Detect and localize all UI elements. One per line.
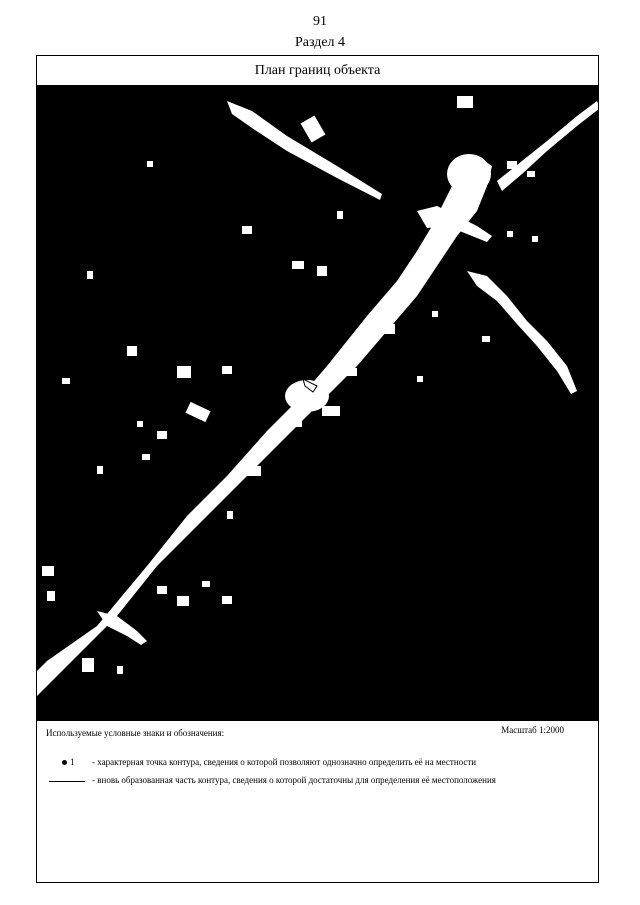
building: [62, 378, 70, 384]
building: [157, 586, 167, 594]
building: [292, 419, 302, 427]
building: [142, 454, 150, 460]
building: [532, 236, 538, 242]
legend-panel: [37, 721, 598, 882]
building: [82, 658, 94, 672]
point-symbol-label: 1: [70, 757, 75, 767]
point-symbol-icon: [62, 760, 67, 765]
building: [317, 266, 327, 276]
page-number: 91: [313, 14, 327, 29]
building: [507, 161, 517, 169]
building: [202, 581, 210, 587]
building: [507, 231, 513, 237]
satellite-map-image: [37, 86, 598, 721]
building: [377, 324, 395, 334]
building: [157, 431, 167, 439]
building: [147, 161, 153, 167]
building: [177, 596, 189, 606]
building: [47, 591, 55, 601]
scale-label: Масштаб 1:2000: [501, 725, 564, 735]
building: [417, 376, 423, 382]
building: [222, 596, 232, 604]
building: [177, 366, 191, 378]
building: [527, 171, 535, 177]
legend-item-description: - характерная точка контура, сведения о которой позволяют однозначно определить её на местности: [92, 757, 477, 767]
map-canvas[interactable]: [37, 86, 598, 721]
building: [97, 466, 103, 474]
building: [87, 271, 93, 279]
building: [347, 368, 357, 376]
legend-item-description: - вновь образованная часть контура, сведения о которой достаточны для определения её местоположения: [92, 775, 496, 785]
building: [227, 511, 233, 519]
building: [137, 421, 143, 427]
building: [127, 346, 137, 356]
building: [482, 336, 490, 342]
section-title: Раздел 4: [294, 35, 346, 50]
building: [247, 466, 261, 476]
building: [322, 406, 340, 416]
building: [337, 211, 343, 219]
building: [292, 261, 304, 269]
building: [457, 96, 473, 108]
legend-heading: Используемые условные знаки и обозначения:: [46, 728, 225, 738]
building: [222, 366, 232, 374]
building: [117, 666, 123, 674]
building: [242, 226, 252, 234]
plan-frame: [36, 55, 599, 883]
line-symbol-icon: [49, 781, 85, 782]
plan-title: План границ объекта: [37, 56, 598, 86]
building: [432, 311, 438, 317]
building: [42, 566, 54, 576]
junction-area: [447, 154, 491, 194]
